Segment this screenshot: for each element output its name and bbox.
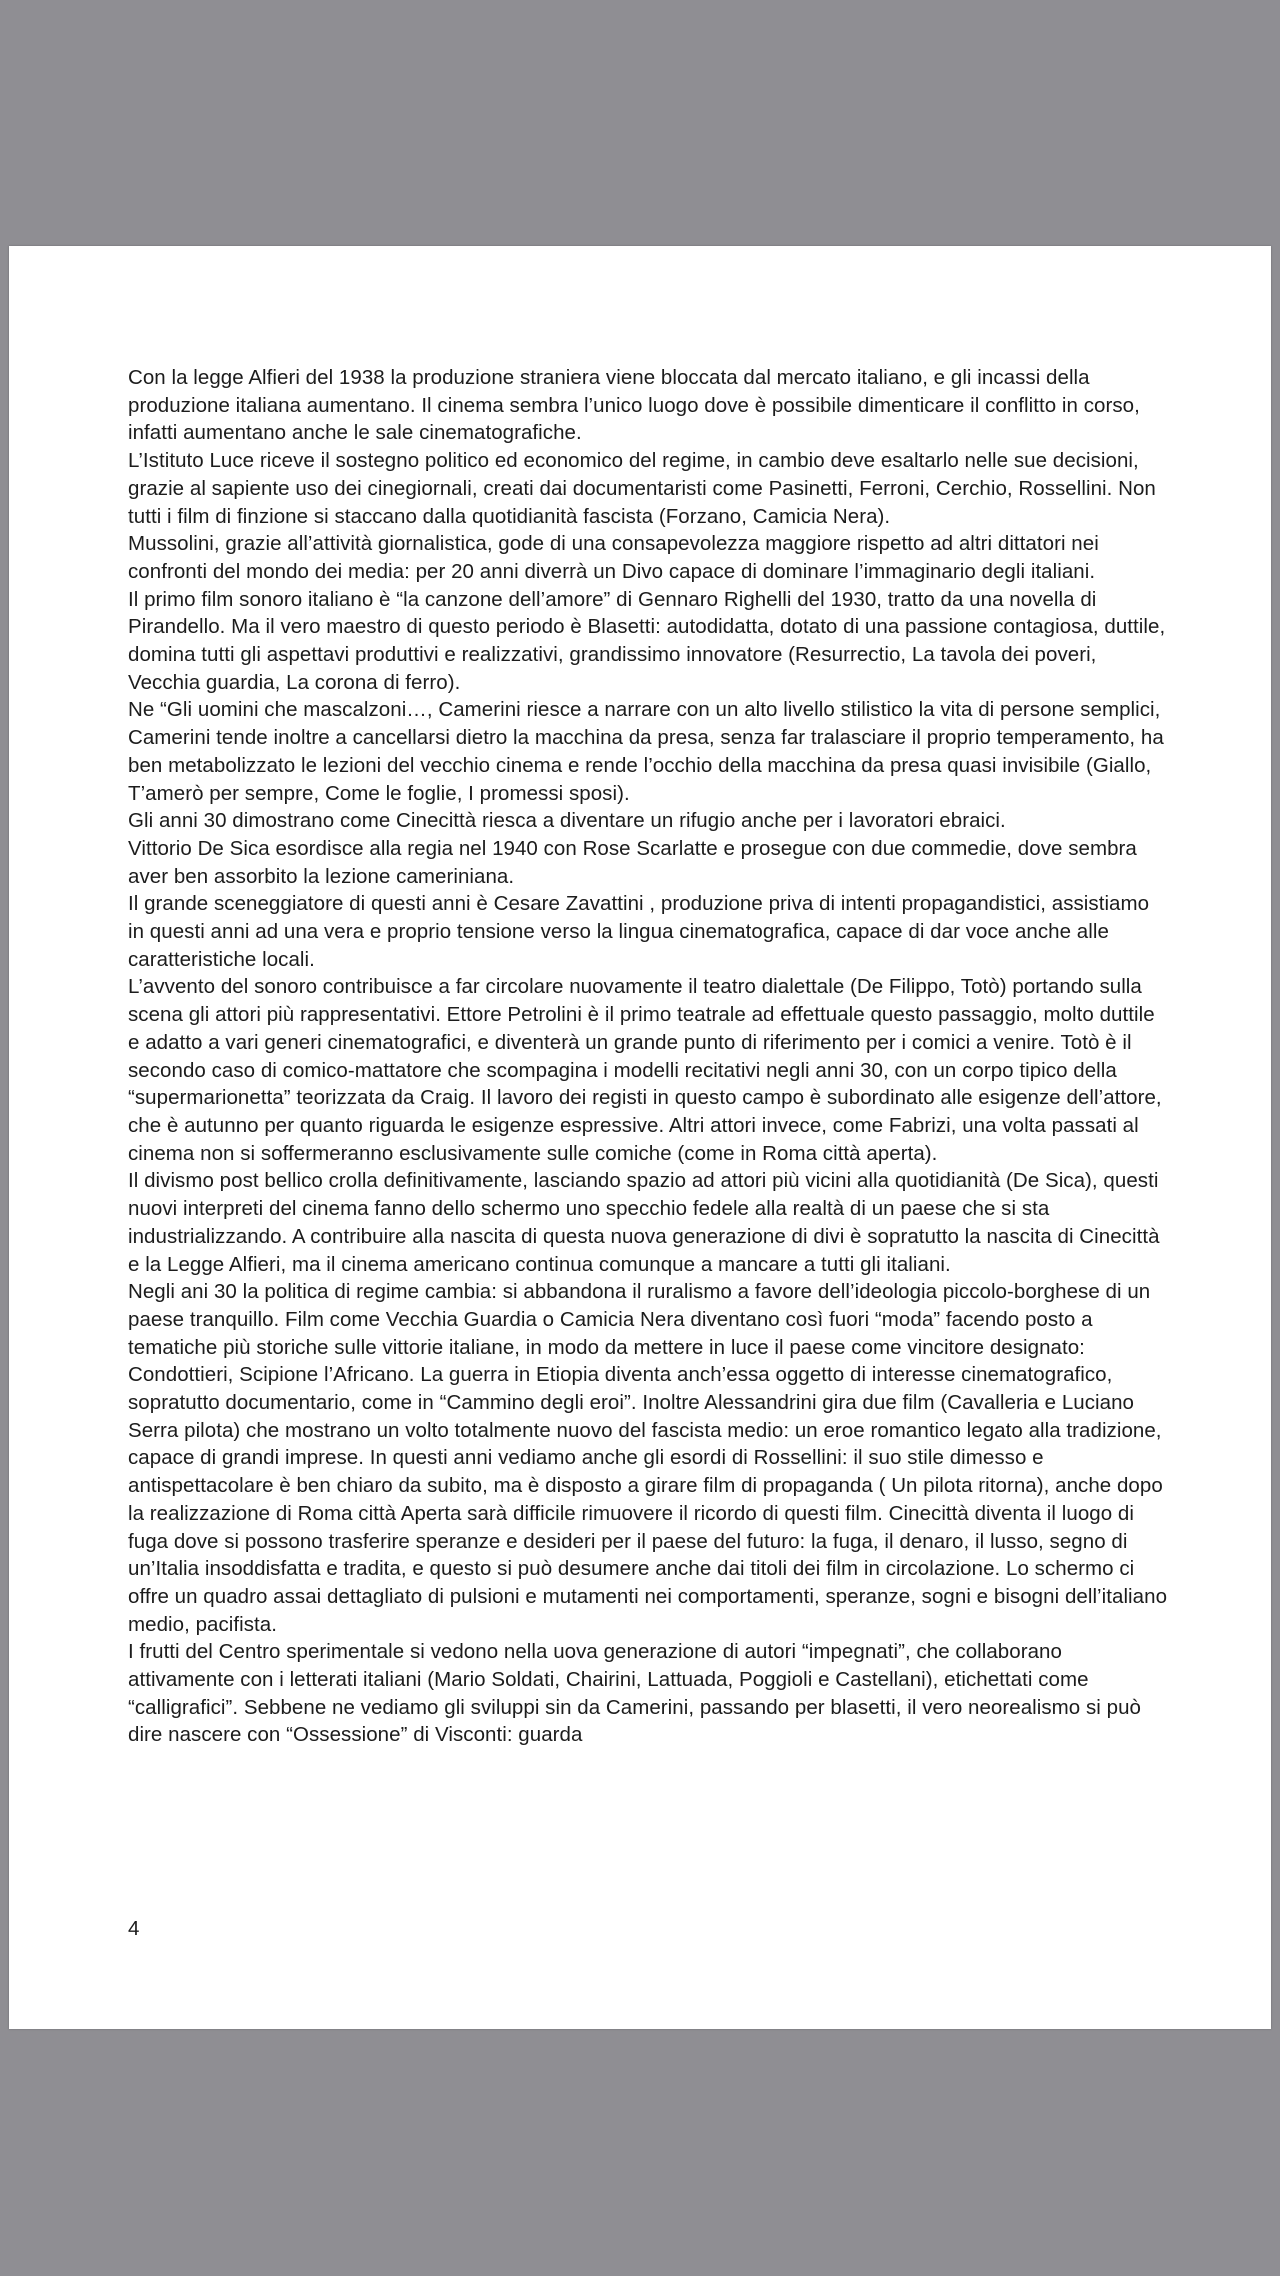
paragraph-centro-sperimentale: I frutti del Centro sperimentale si vedono nella uova generazione di autori “impegnati”, che collaborano attivamente con i letterati italiani (Mario Soldati, Chairini, Lattuada, Poggioli e Castellani), etichettati come “calligrafici”. Sebbene ne vediamo gli sviluppi sin da Camerini, passando per blasetti, il vero neorealismo si può dire nascere con “Ossessione” di Visconti: guarda	[128, 1640, 1141, 1747]
paragraph-alfieri-law: Con la legge Alfieri del 1938 la produzione straniera viene bloccata dal mercato italiano, e gli incassi della produzione italiana aumentano. Il cinema sembra l’unico luogo dove è possibile dimenticare il conflitto in corso, infatti aumentano anche le sale cinematografiche.	[128, 366, 1140, 445]
page-number: 4	[128, 1917, 140, 1940]
paragraph-post-war-stardom: Il divismo post bellico crolla definitivamente, lasciando spazio ad attori più vicini alla quotidianità (De Sica), questi nuovi interpreti del cinema fanno dello schermo uno specchio fedele alla realtà di un paese che si sta industrializzando. A contribuire alla nascita di questa nuova generazione di divi è sopratutto la nascita di Cinecittà e la Legge Alfieri, ma il cinema americano continua comunque a mancare a tutti gli italiani.	[128, 1169, 1160, 1276]
paragraph-first-sound-film: Il primo film sonoro italiano è “la canzone dell’amore” di Gennaro Righelli del 1930, tratto da una novella di Pirandello. Ma il vero maestro di questo periodo è Blasetti: autodidatta, dotato di una passione contagiosa, duttile, domina tutti gli aspettavi produttivi e realizzativi, grandissimo innovatore (Resurrectio, La tavola dei poveri, Vecchia guardia, La corona di ferro).	[128, 587, 1166, 694]
paragraph-regime-politics: Negli ani 30 la politica di regime cambia: si abbandona il ruralismo a favore dell’ideologia piccolo-borghese di un paese tranquillo. Film come Vecchia Guardia o Camicia Nera diventano così fuori “moda” facendo posto a tematiche più storiche sulle vittorie italiane, in modo da mettere in luce il paese come vincitore designato: Condottieri, Scipione l’Africano. La guerra in Etiopia diventa anch’essa oggetto di interesse cinematografico, sopratutto documentario, come in “Cammino degli eroi”. Inoltre Alessandrini gira due film (Cavalleria e Luciano Serra pilota) che mostrano un volto totalmente nuovo del fascista medio: un eroe romantico legato alla tradizione, capace di grandi imprese. In questi anni vediamo anche gli esordi di Rossellini: il suo stile dimesso e antispettacolare è ben chiaro da subito, ma è disposto a girare film di propaganda ( Un pilota ritorna), anche dopo la realizzazione di Roma città Aperta sarà difficile rimuovere il ricordo di questi film. Cinecittà diventa il luogo di fuga dove si possono trasferire speranze e desideri per il paese del futuro: la fuga, il denaro, il lusso, segno di un’Italia insoddisfatta e tradita, e questo si può desumere anche dai titoli dei film in circolazione. Lo schermo ci offre un quadro assai dettagliato di pulsioni e mutamenti nei comportamenti, speranze, sogni e bisogni dell’italiano medio, pacifista.	[128, 1280, 1168, 1636]
paragraph-sound-theatre: L’avvento del sonoro contribuisce a far circolare nuovamente il teatro dialettale (De Filippo, Totò) portando sulla scena gli attori più rappresentativi. Ettore Petrolini è il primo teatrale ad effettuale questo passaggio, molto duttile e adatto a vari generi cinematografici, e diventerà un grande punto di riferimento per i comici a venire. Totò è il secondo caso di comico-mattatore che scompagina i modelli recitativi negli anni 30, con un corpo tipico della “supermarionetta” teorizzata da Craig. Il lavoro dei registi in questo campo è subordinato alle esigenze dell’attore, che è autunno per quanto riguarda le esigenze espressive. Altri attori invece, come Fabrizi, una volta passati al cinema non si soffermeranno esclusivamente sulle comiche (come in Roma città aperta).	[128, 975, 1162, 1165]
paragraph-mussolini: Mussolini, grazie all’attività giornalistica, gode di una consapevolezza maggiore rispetto ad altri dittatori nei confronti del mondo dei media: per 20 anni diverrà un Divo capace di dominare l’immaginario degli italiani.	[128, 532, 1099, 583]
paragraph-zavattini: Il grande sceneggiatore di questi anni è Cesare Zavattini , produzione priva di intenti propagandistici, assistiamo in questi anni ad una vera e proprio tensione verso la lingua cinematografica, capace di dar voce anche alle caratteristiche locali.	[128, 892, 1150, 971]
paragraph-de-sica: Vittorio De Sica esordisce alla regia nel 1940 con Rose Scarlatte e prosegue con due commedie, dove sembra aver ben assorbito la lezione cameriniana.	[128, 836, 1137, 888]
document-page	[9, 246, 1271, 2029]
paragraph-camerini: Ne “Gli uomini che mascalzoni…, Camerini riesce a narrare con un alto livello stilistico la vita di persone semplici, Camerini tende inoltre a cancellarsi dietro la macchina da presa, senza far tralasciare il proprio temperamento, ha ben metabolizzato le lezioni del vecchio cinema e rende l’occhio della macchina da presa quasi invisibile (Giallo, T’amerò per sempre, Come le foglie, I promessi sposi).	[128, 698, 1164, 805]
paragraph-istituto-luce: L’Istituto Luce riceve il sostegno politico ed economico del regime, in cambio deve esaltarlo nelle sue decisioni, grazie al sapiente uso dei cinegiornali, creati dai documentaristi come Pasinetti, Ferroni, Cerchio, Rossellini. Non tutti i film di finzione si staccano dalla quotidianità fascista (Forzano, Camicia Nera).	[128, 449, 1156, 528]
paragraph-cinecitta-refuge: Gli anni 30 dimostrano come Cinecittà riesca a diventare un rifugio anche per i lavoratori ebraici.	[128, 809, 1006, 833]
page-body	[128, 364, 1168, 1749]
